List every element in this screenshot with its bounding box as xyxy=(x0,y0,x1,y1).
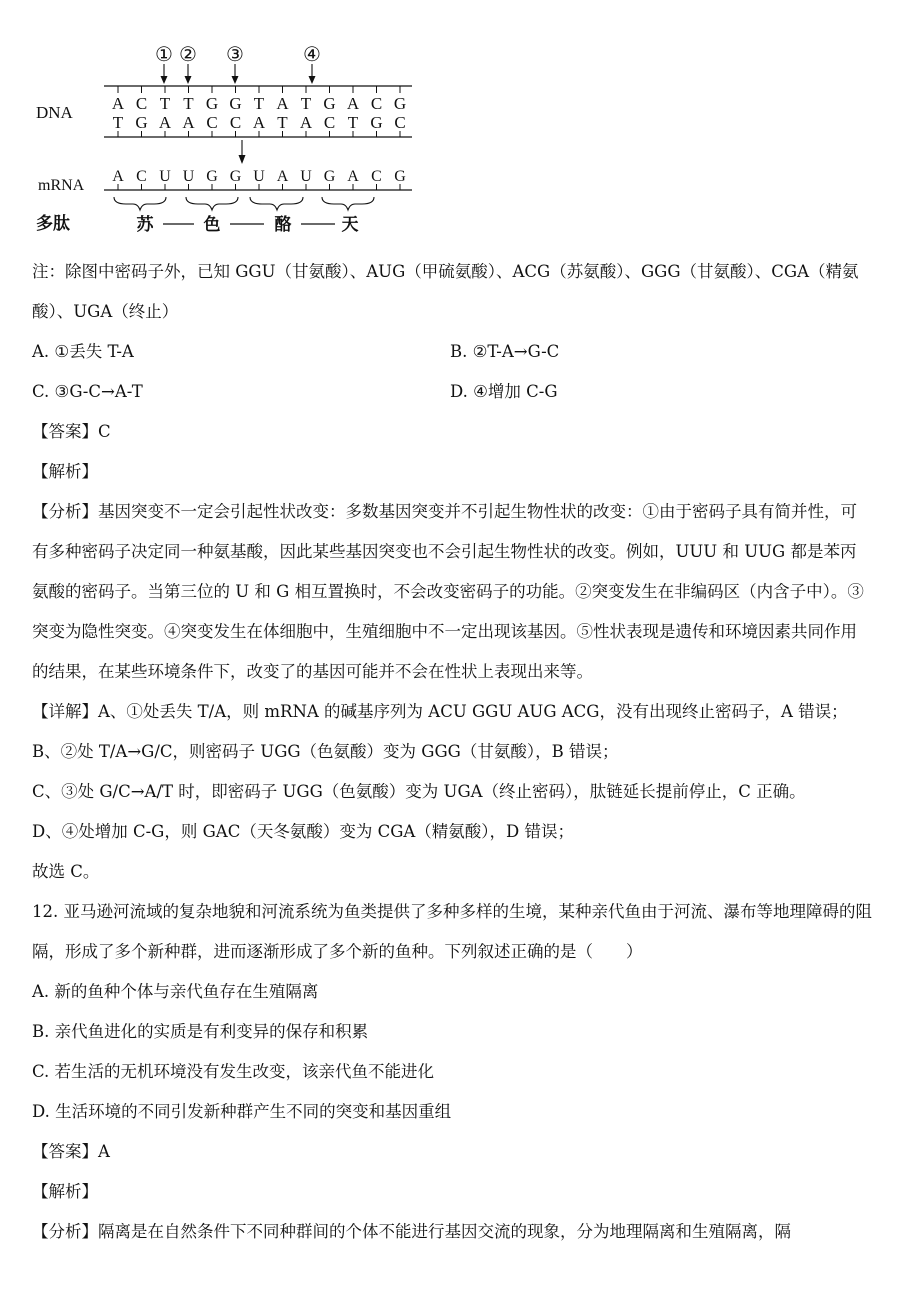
dna-bottom-strand-base: G xyxy=(370,113,383,132)
q11-answer: 【答案】C xyxy=(32,422,111,441)
dna-bottom-strand-base: T xyxy=(112,113,124,132)
marker-4 xyxy=(303,44,321,84)
dna-top-strand-base: A xyxy=(346,94,360,113)
dna-bottom-strand-base: A xyxy=(158,113,172,132)
dna-bottom-strand-base: A xyxy=(182,113,195,132)
transcription-arrow xyxy=(239,140,246,164)
amino-acid-3: 酪 xyxy=(274,215,292,234)
q12-option-c: C. 若生活的无机环境没有发生改变，该亲代鱼不能进化 xyxy=(32,1062,435,1081)
dna-bottom-strand-base: T xyxy=(347,113,359,132)
q11-conclusion: 故选 C。 xyxy=(32,862,100,881)
dna-bottom-strand-base: A xyxy=(299,113,313,132)
svg-text:③: ③ xyxy=(226,44,244,66)
mrna-bases-base: A xyxy=(276,168,289,185)
q12-analysis: 【分析】隔离是在自然条件下不同种群间的个体不能进行基因交流的现象，分为地理隔离和生殖隔离，隔 xyxy=(32,1222,791,1241)
svg-text:①: ① xyxy=(155,44,173,66)
q12-option-d: D. 生活环境的不同引发新种群产生不同的突变和基因重组 xyxy=(32,1102,452,1121)
q11-detail-b: B、②处 T/A→G/C，则密码子 UGG（色氨酸）变为 GGG（甘氨酸），B 错误； xyxy=(32,742,619,761)
dna-mutation-figure xyxy=(0,0,900,250)
dna-top-strand-base: T xyxy=(253,94,265,113)
dna-bottom-strand-base: C xyxy=(394,113,406,132)
dna-top-strand-base: A xyxy=(276,94,289,113)
peptide-label: 多肽 xyxy=(36,214,70,233)
dna-top-strand-base: G xyxy=(205,94,219,113)
dna-bottom-strand-base: C xyxy=(323,113,336,132)
dna-top-strand-base: T xyxy=(300,94,312,113)
brace-codon-2 xyxy=(186,197,238,210)
q11-options-row-2 xyxy=(32,372,872,412)
q12-stem: 12. 亚马逊河流域的复杂地貌和河流系统为鱼类提供了多种多样的生境，某种亲代鱼由于河流、瀑布等地理障碍的阻隔，形成了多个新种群，进而逐渐形成了多个新的鱼种。下列叙述正确的是（ ） xyxy=(32,902,872,961)
brace-codon-4 xyxy=(322,197,374,210)
marker-3 xyxy=(226,44,244,84)
mrna-bases-base: G xyxy=(394,168,406,185)
dna-top-strand-base: C xyxy=(135,94,148,113)
mrna-bases-base: U xyxy=(253,168,265,185)
mrna-label: mRNA xyxy=(38,177,85,194)
svg-text:④: ④ xyxy=(303,44,321,66)
mrna-bases-base: A xyxy=(347,168,359,185)
dna-bottom-strand-base: G xyxy=(135,113,148,132)
mrna-bases-base: G xyxy=(229,168,242,185)
amino-acid-4: 天 xyxy=(341,215,359,234)
amino-acid-2: 色 xyxy=(203,215,221,234)
brace-codon-3 xyxy=(250,197,303,210)
q12-option-b: B. 亲代鱼进化的实质是有利变异的保存和积累 xyxy=(32,1022,369,1041)
mrna-bases-base: G xyxy=(206,168,218,185)
dna-bottom-strand-base: T xyxy=(277,113,288,132)
q11-option-d: D. ④增加 C-G xyxy=(450,382,558,401)
dna-top-strand-base: T xyxy=(159,94,171,113)
q12-jiexi-heading: 【解析】 xyxy=(32,1182,98,1201)
mrna-bases-base: C xyxy=(371,168,382,185)
codon-braces xyxy=(114,197,374,210)
dna-top-strand-base: C xyxy=(370,94,383,113)
dna-bottom-strand-base: A xyxy=(252,113,266,132)
q12-answer: 【答案】A xyxy=(32,1142,110,1161)
q11-analysis: 【分析】基因突变不一定会引起性状改变：多数基因突变并不引起生物性状的改变：①由于密码子具有简并性，可有多种密码子决定同一种氨基酸，因此某些基因突变也不会引起生物性状的改变。例如，UUU 和 UUG 都是苯丙氨酸的密码子。当第三位的 U 和 G 相互置换时，不会改变密码子的功能。②突变发生在非编码区（内含子中）。③突变为隐性突变。④突变发生在体细胞中，生殖细胞中不一定出现该基因。⑤性状表现是遗传和环境因素共同作用的结果，在某些环境条件下，改变了的基因可能并不会在性状上表现出来等。 xyxy=(32,502,864,681)
q12-option-a: A. 新的鱼种个体与亲代鱼存在生殖隔离 xyxy=(32,982,319,1001)
dna-top-strand-base: G xyxy=(229,94,242,113)
q11-option-a: A. ①丢失 T-A xyxy=(32,342,134,361)
q11-detail-d: D、④处增加 C-G，则 GAC（天冬氨酸）变为 CGA（精氨酸），D 错误； xyxy=(32,822,575,841)
mrna-bases-base: C xyxy=(136,168,147,185)
marker-1 xyxy=(155,44,173,84)
mrna-bases-base: G xyxy=(323,168,336,185)
dna-top-strand-base: G xyxy=(393,94,407,113)
amino-acid-1: 苏 xyxy=(136,215,154,234)
dna-top-strand-base: G xyxy=(323,94,336,113)
mrna-bases-base: U xyxy=(300,168,312,185)
q11-detail-c: C、③处 G/C→A/T 时，即密码子 UGG（色氨酸）变为 UGA（终止密码），肽链延长提前停止，C 正确。 xyxy=(32,782,806,801)
dna-top-strand-base: T xyxy=(183,94,194,113)
dna-bottom-strand-base: C xyxy=(206,113,218,132)
mrna-bases-base: U xyxy=(182,168,195,185)
document-body xyxy=(32,252,872,1252)
q11-option-b: B. ②T-A→G-C xyxy=(450,342,560,361)
mrna-bases-base: U xyxy=(159,168,171,185)
dna-top-strand-base: A xyxy=(111,94,125,113)
marker-2 xyxy=(179,44,197,84)
q11-options-row-1 xyxy=(32,332,872,372)
svg-text:②: ② xyxy=(179,44,197,66)
dna-label: DNA xyxy=(36,103,73,122)
mrna-bases-base: A xyxy=(112,168,124,185)
brace-codon-1 xyxy=(114,197,166,210)
dna-bottom-strand-base: C xyxy=(229,113,242,132)
figure-note: 注：除图中密码子外，已知 GGU（甘氨酸）、AUG（甲硫氨酸）、ACG（苏氨酸）、GGG（甘氨酸）、CGA（精氨酸）、UGA（终止） xyxy=(32,262,859,321)
q11-jiexi-heading: 【解析】 xyxy=(32,462,98,481)
q11-detail-a: 【详解】A、①处丢失 T/A，则 mRNA 的碱基序列为 ACU GGU AUG ACG，没有出现终止密码子，A 错误； xyxy=(32,702,848,721)
q11-option-c: C. ③G-C→A-T xyxy=(32,382,143,401)
